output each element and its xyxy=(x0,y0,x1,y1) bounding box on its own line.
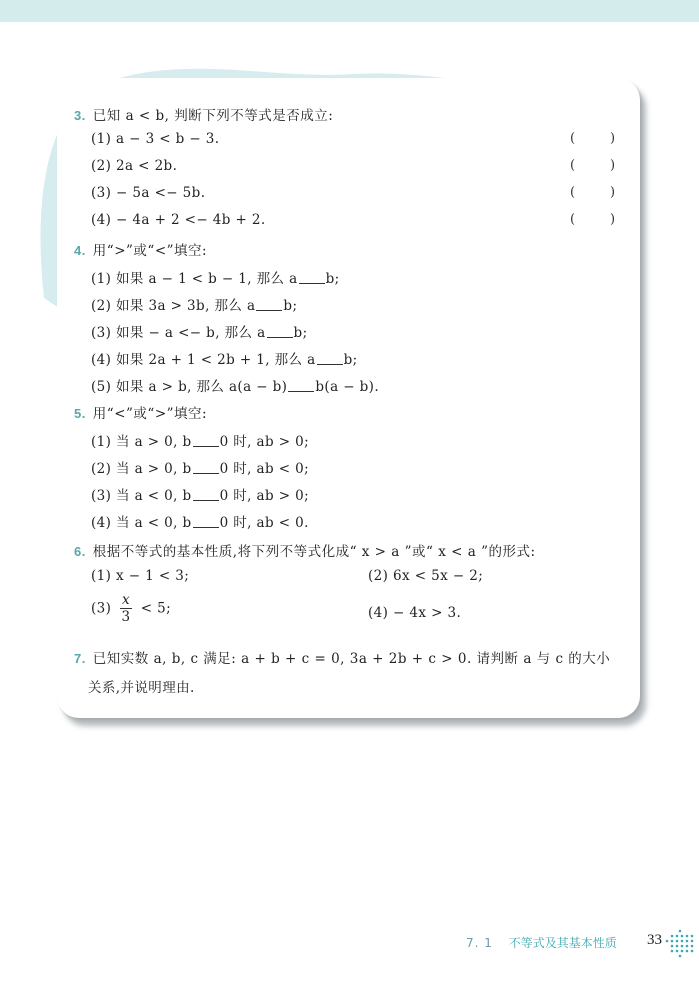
question-stem: 已知 a < b, 判断下列不等式是否成立: xyxy=(92,108,334,124)
q6-item-3 xyxy=(91,594,171,624)
item-label: (1) xyxy=(91,131,112,147)
fill-blank[interactable] xyxy=(317,353,343,365)
item-label: (3) xyxy=(91,325,112,341)
fill-blank[interactable] xyxy=(193,516,219,528)
section-footer xyxy=(466,934,617,951)
q4-item-5 xyxy=(91,375,379,395)
item-text-before: 当 a > 0, b xyxy=(116,461,192,477)
item-text-before: 如果 3a > 3b, 那么 a xyxy=(116,298,256,314)
q5-item-3 xyxy=(91,484,309,504)
item-text: x − 1 < 3; xyxy=(116,568,190,584)
item-text: − 4x > 3. xyxy=(393,605,462,621)
question-number: 5. xyxy=(74,406,86,421)
item-text-before: 如果 − a <− b, 那么 a xyxy=(116,325,266,341)
question-6 xyxy=(74,540,536,560)
fill-blank[interactable] xyxy=(288,380,314,392)
q4-item-3 xyxy=(91,321,308,341)
q6-item-1 xyxy=(91,568,189,584)
q5-item-1 xyxy=(91,430,309,450)
item-label: (2) xyxy=(91,461,112,477)
item-text: − 5a <− 5b. xyxy=(116,185,206,201)
question-3 xyxy=(74,104,333,124)
q4-item-1 xyxy=(91,267,340,287)
question-7 xyxy=(74,647,610,667)
item-label: (4) xyxy=(91,352,112,368)
item-label: (1) xyxy=(91,434,112,450)
q6-item-4 xyxy=(368,605,461,621)
item-label: (4) xyxy=(368,605,389,621)
item-label: (3) xyxy=(91,488,112,504)
item-label: (4) xyxy=(91,212,112,228)
fill-blank[interactable] xyxy=(299,272,325,284)
item-text-before: 如果 2a + 1 < 2b + 1, 那么 a xyxy=(116,352,316,368)
fraction-denominator: 3 xyxy=(121,608,131,625)
item-text-after: 0 时, ab > 0; xyxy=(219,434,310,450)
question-stem-line-1: 已知实数 a, b, c 满足: a + b + c = 0, 3a + 2b + c > 0. 请判断 a 与 c 的大小 xyxy=(92,651,611,667)
item-text: 2a < 2b. xyxy=(116,158,178,174)
item-text-after: b; xyxy=(343,352,358,368)
item-label: (3) xyxy=(91,600,112,617)
item-label: (2) xyxy=(368,568,389,584)
q5-item-4 xyxy=(91,511,309,531)
item-label: (1) xyxy=(91,568,112,584)
question-number: 4. xyxy=(74,243,86,258)
item-label: (3) xyxy=(91,185,112,201)
item-text: a − 3 < b − 3. xyxy=(116,131,220,147)
item-text-before: 如果 a > b, 那么 a(a − b) xyxy=(116,379,288,395)
item-text-before: 当 a > 0, b xyxy=(116,434,192,450)
item-text-before: 当 a < 0, b xyxy=(116,488,192,504)
fill-blank[interactable] xyxy=(193,489,219,501)
item-text-before: 如果 a − 1 < b − 1, 那么 a xyxy=(116,271,298,287)
q5-item-2 xyxy=(91,457,309,477)
item-text-after: b; xyxy=(325,271,340,287)
fill-blank[interactable] xyxy=(256,299,282,311)
fill-blank[interactable] xyxy=(193,462,219,474)
question-number: 6. xyxy=(74,544,86,559)
q3-item-3 xyxy=(91,185,205,201)
question-number: 7. xyxy=(74,651,86,666)
dot-grid-arrow-icon xyxy=(664,929,696,959)
item-label: (2) xyxy=(91,158,112,174)
q4-item-2 xyxy=(91,294,297,314)
q4-item-4 xyxy=(91,348,358,368)
question-stem: 根据不等式的基本性质,将下列不等式化成“ x > a ”或“ x < a ”的形式: xyxy=(92,544,536,560)
question-stem-line-2: 关系,并说明理由. xyxy=(88,680,195,696)
fraction-numerator: x xyxy=(122,592,131,608)
top-color-band xyxy=(0,0,699,22)
page-number: 33 xyxy=(647,932,662,948)
fraction xyxy=(120,594,132,624)
q6-item-2 xyxy=(368,568,483,584)
fill-blank[interactable] xyxy=(193,435,219,447)
item-text-after: b(a − b). xyxy=(315,379,380,395)
question-5 xyxy=(74,402,207,422)
item-label: (5) xyxy=(91,379,112,395)
item-label: (4) xyxy=(91,515,112,531)
q3-item-2 xyxy=(91,158,177,174)
fill-blank[interactable] xyxy=(267,326,293,338)
item-label: (2) xyxy=(91,298,112,314)
section-number: 7. 1 xyxy=(466,936,493,950)
question-stem: 用“>”或“<”填空: xyxy=(92,243,208,259)
q3-item-1 xyxy=(91,131,219,147)
item-text: 6x < 5x − 2; xyxy=(393,568,484,584)
item-text-after: 0 时, ab < 0. xyxy=(219,515,309,531)
question-number: 3. xyxy=(74,108,86,123)
item-text: < 5; xyxy=(140,600,172,617)
item-text-after: b; xyxy=(283,298,298,314)
item-text: − 4a + 2 <− 4b + 2. xyxy=(116,212,266,228)
section-title: 不等式及其基本性质 xyxy=(508,936,617,950)
question-4 xyxy=(74,239,207,259)
item-text-after: b; xyxy=(293,325,308,341)
question-stem: 用“<”或“>”填空: xyxy=(92,406,208,422)
item-label: (1) xyxy=(91,271,112,287)
item-text-after: 0 时, ab < 0; xyxy=(219,461,310,477)
item-text-after: 0 时, ab > 0; xyxy=(219,488,310,504)
q3-item-4 xyxy=(91,212,266,228)
item-text-before: 当 a < 0, b xyxy=(116,515,192,531)
